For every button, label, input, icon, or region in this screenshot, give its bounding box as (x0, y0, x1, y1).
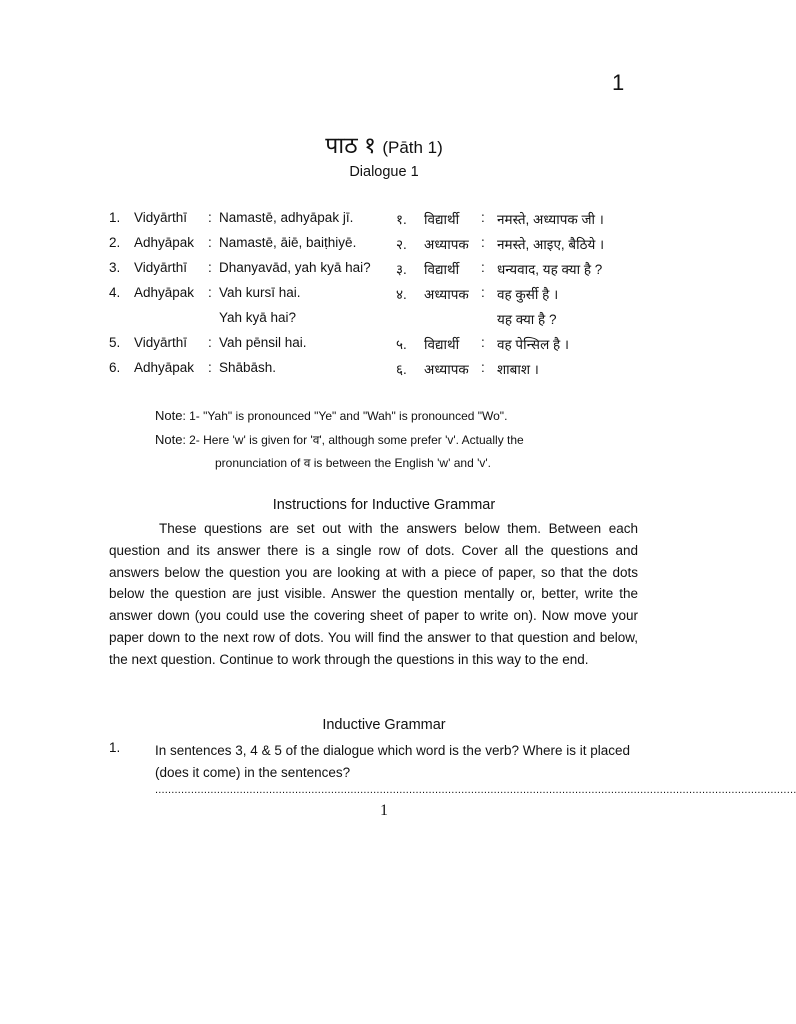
colon: : (481, 360, 485, 375)
line-number: 5. (109, 335, 121, 350)
question-number: 1. (109, 740, 121, 755)
colon: : (481, 335, 485, 350)
line-hindi: शाबाश । (497, 362, 539, 377)
line-number-hindi: ६. (396, 362, 407, 377)
dialogue-row (0, 360, 768, 384)
speaker-hindi: अध्यापक (424, 287, 469, 302)
question-text: In sentences 3, 4 & 5 of the dialogue which word is the verb? Where is it placed (does it come) in the sentences? (155, 743, 631, 780)
lesson-title-hindi: पाठ १ (325, 132, 376, 158)
instructions-heading: Instructions for Inductive Grammar (272, 497, 496, 513)
dialogue-subtitle: Dialogue 1 (349, 164, 419, 180)
speaker-hindi: विद्यार्थी (424, 262, 460, 277)
instructions-paragraph (109, 518, 638, 671)
colon: : (208, 235, 212, 250)
line-number-hindi: १. (396, 212, 407, 227)
colon: : (481, 235, 485, 250)
speaker-hindi: विद्यार्थी (424, 212, 460, 227)
speaker-hindi: अध्यापक (424, 362, 469, 377)
line-hindi: धन्यवाद, यह क्या है ? (497, 262, 603, 277)
note-2-continuation: pronunciation of व is between the English 'w' and 'v'. (215, 456, 491, 470)
speaker-english: Adhyāpak (134, 360, 195, 375)
colon: : (208, 360, 212, 375)
note-text: : 1- "Yah" is pronounced "Ye" and "Wah" is pronounced "Wo". (182, 409, 508, 423)
line-number: 1. (109, 210, 121, 225)
speaker-english: Vidyārthī (134, 260, 188, 275)
colon: : (208, 260, 212, 275)
note-label: Note (155, 408, 183, 423)
colon: : (481, 210, 485, 225)
line-english: Yah kyā hai? (219, 310, 297, 325)
note-text: : 2- Here 'w' is given for 'व', although some prefer 'v'. Actually the (182, 433, 524, 447)
lesson-title-roman: (Pāth 1) (382, 138, 443, 157)
dialogue-row (0, 260, 768, 284)
line-english: Vah kursī hai. (219, 285, 301, 300)
line-english: Namastē, āiē, baiṭhiyē. (219, 235, 357, 250)
speaker-english: Adhyāpak (134, 285, 195, 300)
colon: : (208, 335, 212, 350)
dialogue-row (0, 285, 768, 309)
line-hindi: नमस्ते, अध्यापक जी । (497, 212, 604, 227)
line-english: Dhanyavād, yah kyā hai? (219, 260, 371, 275)
speaker-hindi: विद्यार्थी (424, 337, 460, 352)
colon: : (208, 285, 212, 300)
dialogue-row (0, 210, 768, 234)
line-hindi: नमस्ते, आइए, बैठिये । (497, 237, 605, 252)
note-2 (155, 431, 524, 448)
line-number: 2. (109, 235, 121, 250)
colon: : (481, 285, 485, 300)
note-1 (155, 408, 507, 423)
page-number-top: 1 (612, 70, 625, 95)
instructions-body: These questions are set out with the answers below them. Between each question and its answer there is a single row of dots. Cover all the questions and answers below the question you are looking at with a piece of paper, so that the dots below the question are just visible. Answer the question mentally or, better, write the answer down (you could use the covering sheet of paper to write on). Now move your paper down to the next row of dots. You will find the answer to that question and below, the next question. Continue to work through the questions in this way to the end. (109, 521, 638, 667)
line-hindi: वह पेन्सिल है । (497, 337, 570, 352)
dialogue-row (0, 235, 768, 259)
speaker-english: Adhyāpak (134, 235, 195, 250)
speaker-hindi: अध्यापक (424, 237, 469, 252)
colon: : (481, 260, 485, 275)
line-number-hindi: ५. (396, 337, 407, 352)
grammar-heading: Inductive Grammar (322, 717, 446, 733)
line-number: 4. (109, 285, 121, 300)
speaker-english: Vidyārthī (134, 335, 188, 350)
speaker-english: Vidyārthī (134, 210, 188, 225)
line-english: Namastē, adhyāpak jī. (219, 210, 354, 225)
note-label: Note (155, 432, 183, 447)
dialogue-row (0, 335, 768, 359)
lesson-title (0, 128, 768, 160)
colon: : (208, 210, 212, 225)
line-number: 6. (109, 360, 121, 375)
line-hindi: वह कुर्सी है । (497, 287, 559, 302)
line-number-hindi: २. (396, 237, 407, 252)
line-number: 3. (109, 260, 121, 275)
page-number-bottom: 1 (380, 802, 388, 819)
dialogue-row (0, 310, 768, 334)
line-number-hindi: ३. (396, 262, 407, 277)
line-english: Vah pēnsil hai. (219, 335, 307, 350)
answer-dots-row: ..................................................................................................................................................................................................... (155, 784, 796, 796)
line-number-hindi: ४. (396, 287, 407, 302)
line-hindi: यह क्या है ? (497, 312, 557, 327)
line-english: Shābāsh. (219, 360, 277, 375)
